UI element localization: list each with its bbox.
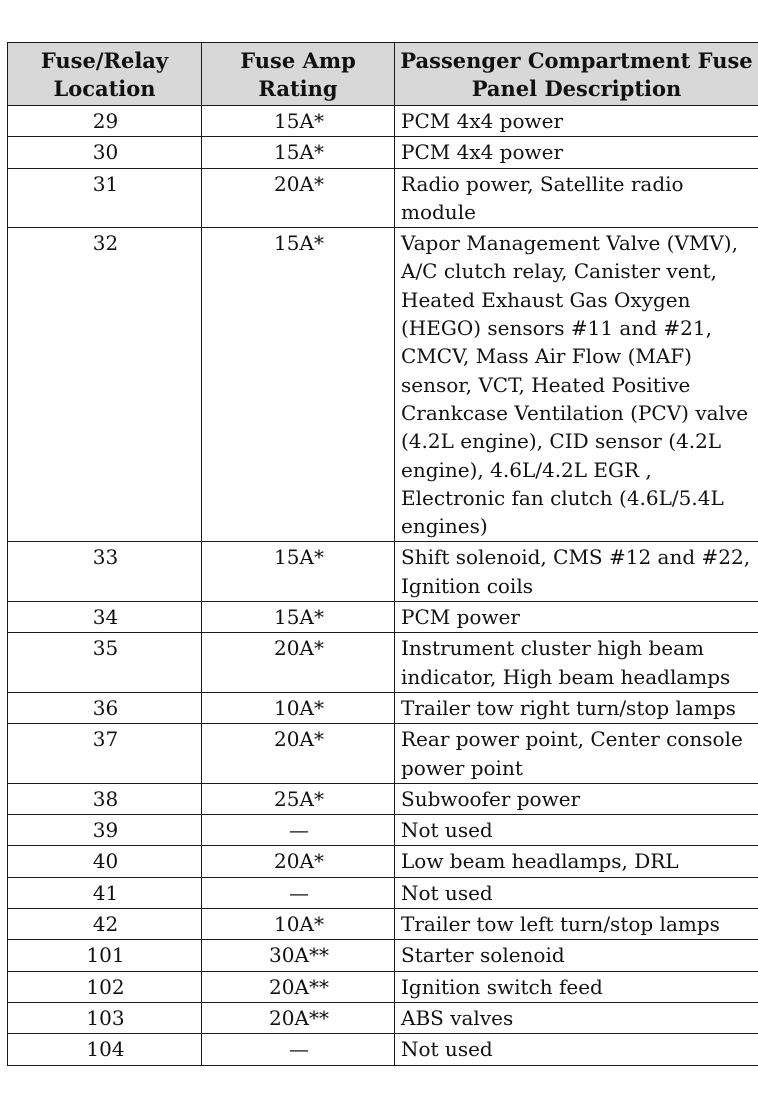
cell-rating: 20A* [202,633,395,693]
table-row [8,602,758,633]
cell-location: 31 [8,168,202,228]
cell-rating: 15A* [202,137,395,168]
cell-rating: 30A** [202,940,395,971]
cell-description: Starter solenoid [395,940,758,971]
cell-rating: 20A* [202,168,395,228]
cell-rating: — [202,877,395,908]
cell-location: 103 [8,1002,202,1033]
table-row [8,815,758,846]
cell-location: 104 [8,1034,202,1065]
cell-location: 39 [8,815,202,846]
cell-description: Vapor Management Valve (VMV), A/C clutch relay, Canister vent, Heated Exhaust Gas Oxygen (HEGO) sensors #11 and #21, CMCV, Mass Air Flow (MAF) sensor, VCT, Heated Positive Crankcase Ventilation (PCV) valve (4.2L engine), CID sensor (4.2L engine), 4.6L/4.2L EGR , Electronic fan clutch (4.6L/5.4L engines) [395,228,758,542]
cell-rating: — [202,815,395,846]
cell-rating: — [202,1034,395,1065]
table-row [8,877,758,908]
cell-location: 42 [8,909,202,940]
cell-description: Low beam headlamps, DRL [395,846,758,877]
cell-location: 102 [8,971,202,1002]
cell-description: PCM 4x4 power [395,106,758,137]
cell-description: Trailer tow right turn/stop lamps [395,692,758,723]
cell-location: 36 [8,692,202,723]
table-row [8,1034,758,1065]
cell-location: 33 [8,542,202,602]
cell-description: Radio power, Satellite radio module [395,168,758,228]
cell-description: Not used [395,1034,758,1065]
cell-rating: 20A** [202,1002,395,1033]
cell-rating: 10A* [202,692,395,723]
cell-description: Subwoofer power [395,783,758,814]
table-row [8,1002,758,1033]
table-row [8,106,758,137]
cell-location: 34 [8,602,202,633]
table-body [8,106,758,1066]
cell-description: PCM power [395,602,758,633]
cell-location: 37 [8,724,202,784]
table-row [8,724,758,784]
table-header-row [8,43,758,106]
cell-description: Ignition switch feed [395,971,758,1002]
cell-description: ABS valves [395,1002,758,1033]
cell-description: Not used [395,815,758,846]
cell-rating: 20A* [202,724,395,784]
table-row [8,633,758,693]
cell-rating: 10A* [202,909,395,940]
table-row [8,228,758,542]
header-description: Passenger Compartment Fuse Panel Description [395,43,758,106]
cell-description: Instrument cluster high beam indicator, High beam headlamps [395,633,758,693]
cell-location: 29 [8,106,202,137]
cell-location: 101 [8,940,202,971]
cell-rating: 15A* [202,542,395,602]
cell-location: 41 [8,877,202,908]
table-row [8,168,758,228]
cell-rating: 25A* [202,783,395,814]
table-row [8,971,758,1002]
cell-location: 32 [8,228,202,542]
cell-location: 40 [8,846,202,877]
fuse-panel-document [7,42,758,1066]
table-row [8,846,758,877]
cell-rating: 20A** [202,971,395,1002]
cell-location: 35 [8,633,202,693]
table-row [8,909,758,940]
cell-rating: 15A* [202,602,395,633]
cell-rating: 15A* [202,106,395,137]
header-rating: Fuse Amp Rating [202,43,395,106]
cell-description: Rear power point, Center console power point [395,724,758,784]
header-location: Fuse/Relay Location [8,43,202,106]
cell-rating: 20A* [202,846,395,877]
table-row [8,940,758,971]
cell-rating: 15A* [202,228,395,542]
cell-description: Trailer tow left turn/stop lamps [395,909,758,940]
cell-description: Shift solenoid, CMS #12 and #22, Ignition coils [395,542,758,602]
cell-location: 38 [8,783,202,814]
table-row [8,692,758,723]
cell-description: Not used [395,877,758,908]
table-row [8,542,758,602]
cell-description: PCM 4x4 power [395,137,758,168]
table-row [8,137,758,168]
cell-location: 30 [8,137,202,168]
table-row [8,783,758,814]
fuse-table [7,42,758,1066]
